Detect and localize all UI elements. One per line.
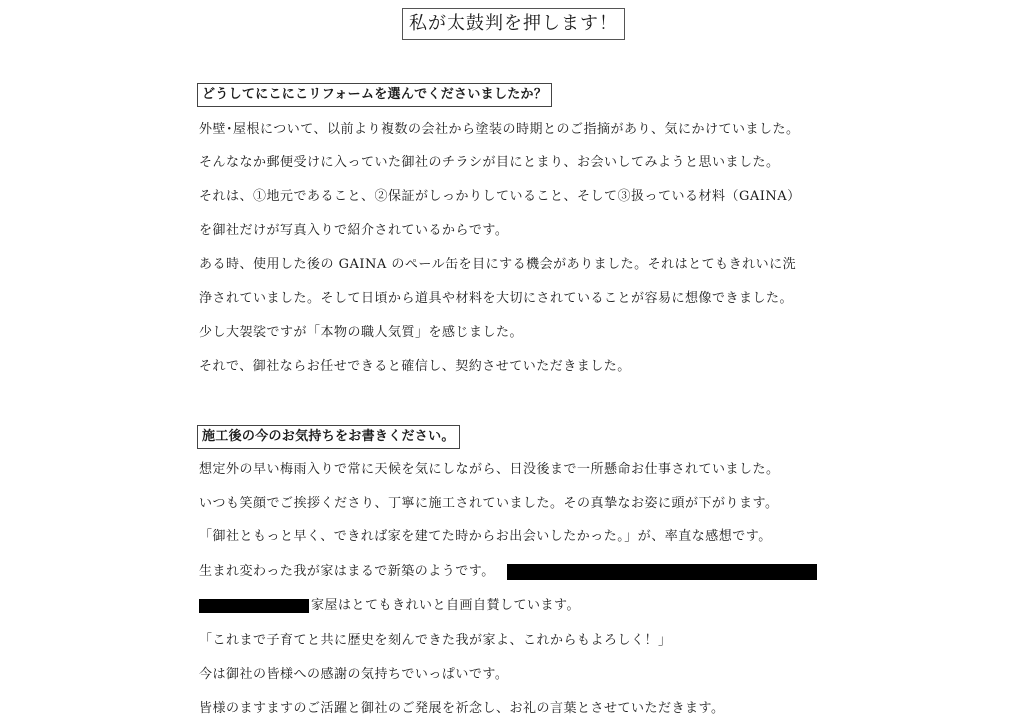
redaction-bar [199,599,309,613]
page-title: 私が太鼓判を押します！ [402,8,625,40]
paragraph-line: を御社だけが写真入りで紹介されているからです。 [199,223,509,238]
section-heading-feelings: 施工後の今のお気持ちをお書きください。 [197,425,460,449]
paragraph-line: 生まれ変わった我が家はまるで新築のようです。 [199,564,495,579]
paragraph-line: 浄されていました。そして日頃から道具や材料を大切にされていることが容易に想像できました。 [199,291,794,306]
paragraph-line: 少し大袈裟ですが「本物の職人気質」を感じました。 [199,325,524,340]
paragraph-line: 想定外の早い梅雨入りで常に天候を気にしながら、日没後まで一所懸命お仕事されていました。 [199,462,780,477]
paragraph-line: それで、御社ならお任せできると確信し、契約させていただきました。 [199,359,631,374]
paragraph-line: 外壁･屋根について、以前より複数の会社から塗装の時期とのご指摘があり、気にかけていました。 [199,122,800,137]
paragraph-line: そんななか郵便受けに入っていた御社のチラシが目にとまり、お会いしてみようと思いました。 [199,155,780,170]
paragraph-line: それは、①地元であること、②保証がしっかりしていること、そして③扱っている材料（GAINA） [199,189,801,204]
paragraph-line: ある時、使用した後の GAINA のペール缶を目にする機会がありました。それはとてもきれいに洗 [199,257,797,272]
paragraph-line: 今は御社の皆様への感謝の気持ちでいっぱいです。 [199,667,509,682]
paragraph-line: 「御社ともっと早く、できれば家を建てた時からお出会いしたかった。」が、率直な感想です。 [199,529,772,544]
paragraph-line: 「これまで子育てと共に歴史を刻んできた我が家よ、これからもよろしく！」 [199,633,672,648]
paragraph-line: 家屋はとてもきれいと自画自賛しています。 [311,598,580,613]
redaction-bar [507,564,817,580]
paragraph-line: いつも笑顔でご挨拶くださり、丁寧に施工されていました。その真摯なお姿に頭が下がります。 [199,496,779,511]
paragraph-line: 皆様のますますのご活躍と御社のご発展を祈念し、お礼の言葉とさせていただきます。 [199,701,725,716]
section-heading-reason: どうしてにこにこリフォームを選んでくださいましたか？ [197,83,552,107]
